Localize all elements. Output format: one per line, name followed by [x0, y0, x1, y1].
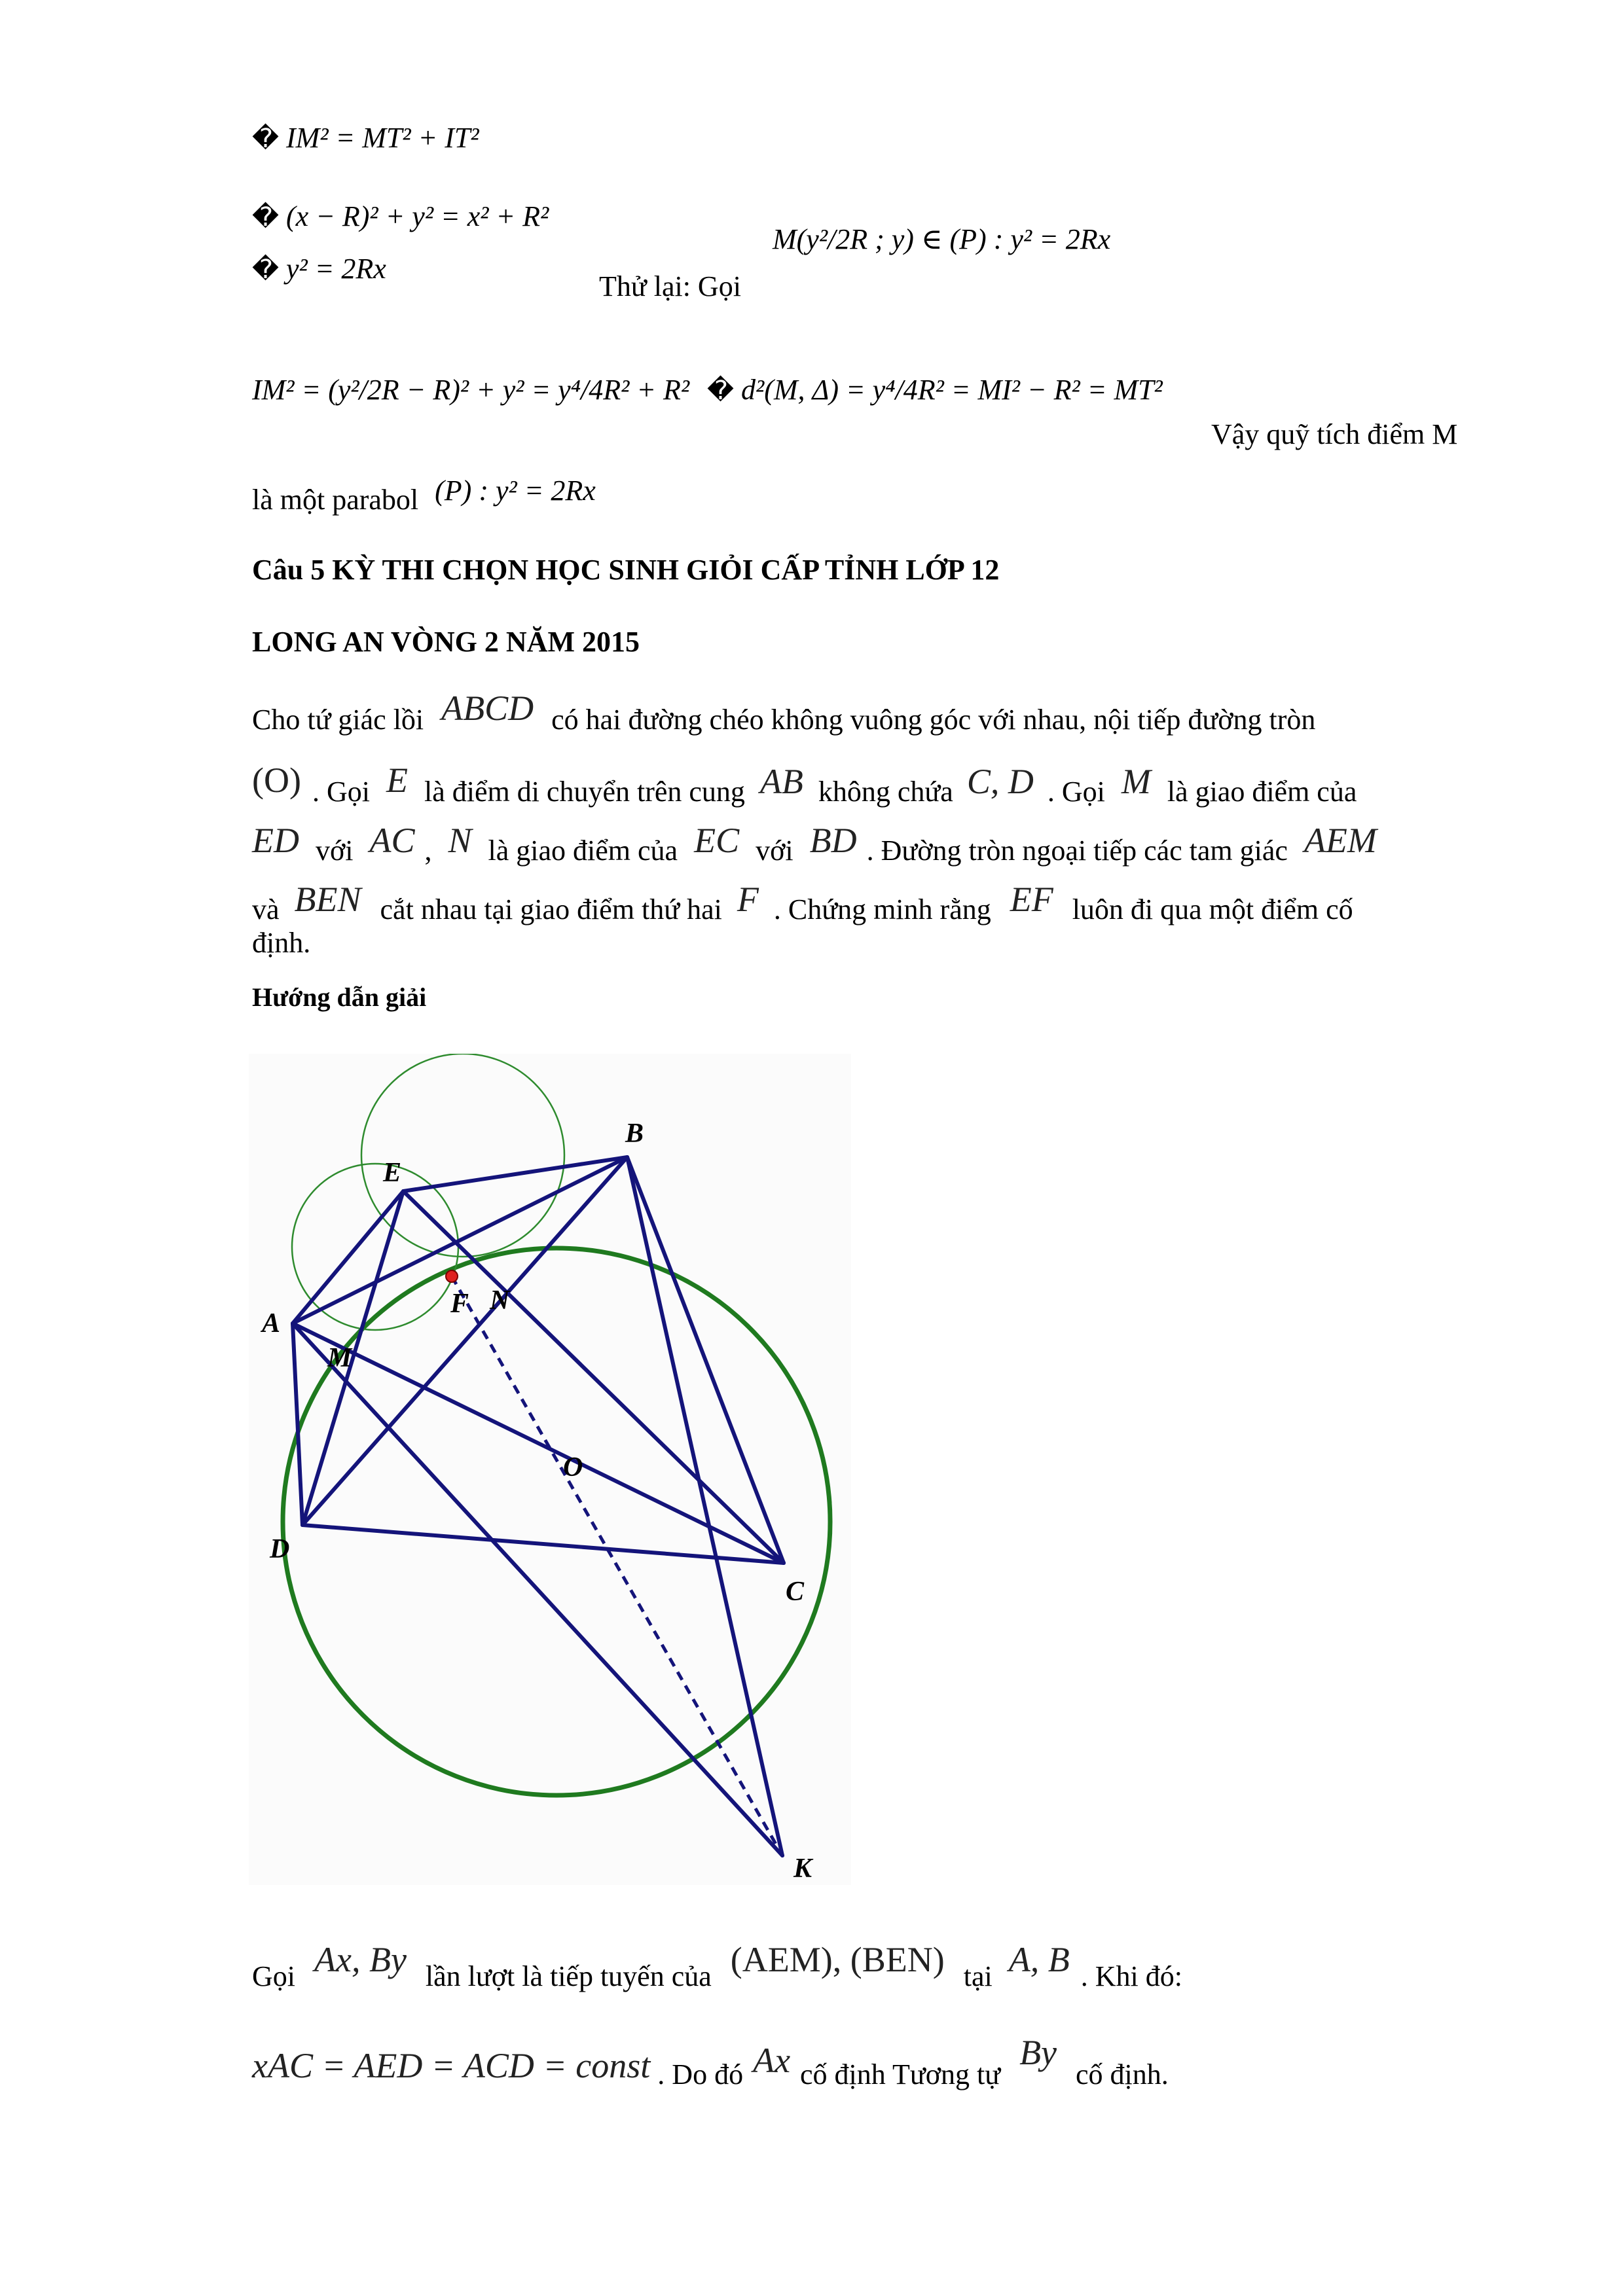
check-point-formula: M(y²/2R ; y) ∈ (P) : y² = 2Rx	[773, 223, 1111, 255]
missing-glyph-icon: �	[252, 124, 280, 154]
label-o: O	[563, 1452, 583, 1482]
problem-line-4: và BEN cắt nhau tại giao điểm thứ hai F . Chứng minh rằng EF luôn đi qua một điểm cố	[252, 880, 1353, 925]
label-d: D	[270, 1534, 290, 1564]
problem-line-3: ED với AC , N là giao điểm của EC với BD . Đường tròn ngoại tiếp các tam giác AEM	[252, 821, 1377, 867]
segment-fk-dashed	[452, 1276, 782, 1856]
circle-aem	[292, 1164, 458, 1330]
solution-heading: Hướng dẫn giải	[252, 982, 427, 1012]
problem-line-5: định.	[252, 927, 311, 959]
missing-glyph-icon: �	[252, 202, 280, 232]
segment-ea	[293, 1191, 403, 1323]
proof-line-1: � IM² = MT² + IT²	[252, 122, 479, 154]
solution-line-2: xAC = AED = ACD = const . Do đó Ax cố định Tương tự By cố định.	[252, 2033, 1169, 2090]
problem-line-2: (O) . Gọi E là điểm di chuyển trên cung AB không chứa C, D . Gọi M là giao điểm của	[252, 761, 1357, 808]
segment-ed	[302, 1191, 403, 1525]
label-n: N	[490, 1285, 510, 1316]
label-c: C	[786, 1577, 805, 1607]
proof-line-4-lhs: IM² = (y²/2R − R)² + y² = y⁴/4R² + R²	[252, 374, 690, 406]
geometry-diagram	[249, 1054, 851, 1885]
solution-line-1: Gọi Ax, By lần lượt là tiếp tuyến của (AEM), (BEN) tại A, B . Khi đó:	[252, 1940, 1182, 1992]
problem-line-1: Cho tứ giác lồi ABCD có hai đường chéo không vuông góc với nhau, nội tiếp đường tròn	[252, 689, 1316, 736]
proof-line-4-rhs: � d²(M, Δ) = y⁴/4R² = MI² − R² = MT²	[707, 374, 1163, 406]
segment-ak	[293, 1323, 782, 1856]
conclusion-b: là một parabol (P) : y² = 2Rx	[252, 475, 596, 516]
proof-line-2: � (x − R)² + y² = x² + R²	[252, 200, 549, 232]
label-f: F	[450, 1289, 469, 1319]
label-b: B	[625, 1119, 644, 1149]
label-k: K	[793, 1854, 812, 1884]
label-m: M	[327, 1343, 352, 1373]
missing-glyph-icon: �	[707, 376, 735, 406]
conclusion-a: Vậy quỹ tích điểm M	[1211, 418, 1458, 450]
geometry-figure	[249, 1054, 851, 1885]
point-f	[446, 1270, 458, 1282]
proof-line-3: � y² = 2Rx	[252, 253, 386, 285]
section-title-1: Câu 5 KỲ THI CHỌN HỌC SINH GIỎI CẤP TỈNH LỚP 12	[252, 554, 1000, 586]
check-label: Thử lại: Gọi	[599, 270, 741, 302]
missing-glyph-icon: �	[252, 255, 280, 285]
circle-o	[283, 1248, 830, 1795]
label-a: A	[262, 1308, 281, 1338]
section-title-2: LONG AN VÒNG 2 NĂM 2015	[252, 626, 640, 658]
label-e: E	[383, 1158, 402, 1188]
